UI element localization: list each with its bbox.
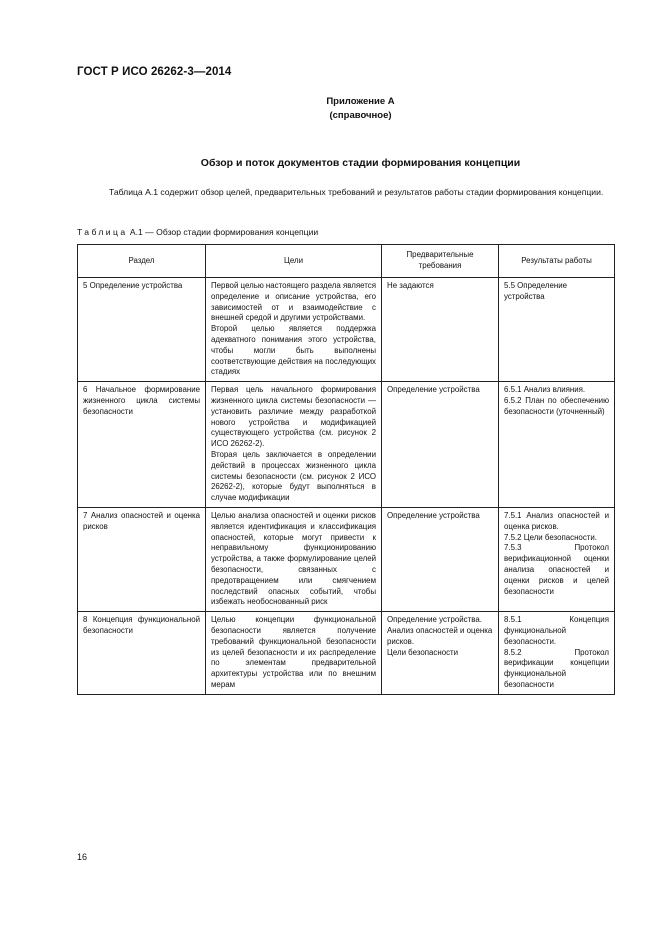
header-prerequisites: Предварительные требования (382, 245, 499, 278)
table-row (78, 278, 615, 382)
prerequisite-item: Не задаются (387, 281, 434, 290)
result-item: 6.5.1 Анализ влияния. (504, 385, 586, 395)
prerequisite-item: Анализ опасностей и оценка рисков. (387, 625, 493, 646)
table-caption-prefix: Таблица (77, 227, 128, 237)
prerequisite-item: Определение устройства. (387, 615, 482, 625)
result-item: 7.5.3 Протокол верификационной оценки анализа опасностей и оценки рисков и целей безопасности (504, 543, 609, 596)
cell-results (499, 507, 615, 611)
goal-paragraph: Первой целью настоящего раздела является определение и описание устройства, его зависимостей от и взаимодействие с внешней средой и другими устройствами. (211, 281, 376, 323)
intro-paragraph: Таблица А.1 содержит обзор целей, предварительных требований и результатов работы стадии формирования концепции. (109, 187, 604, 197)
cell-prerequisites (382, 278, 499, 382)
cell-goals (206, 382, 382, 508)
prerequisite-item: Определение устройства (387, 510, 480, 520)
result-item: 5.5 Определение устройства (504, 281, 568, 301)
cell-goals (206, 612, 382, 695)
cell-section: 5 Определение устройства (78, 278, 206, 382)
goal-paragraph: Второй целью является поддержка адекватного понимания этого устройства, чтобы могли быть выполнены соответствующие действия на последующих стадиях (211, 324, 376, 377)
document-id: ГОСТ Р ИСО 26262-3—2014 (77, 66, 232, 78)
cell-results (499, 278, 615, 382)
table-row (78, 507, 615, 611)
page-number: 16 (77, 852, 88, 862)
header-results: Результаты работы (499, 245, 615, 278)
header-goals: Цели (206, 245, 382, 278)
cell-section: 7 Анализ опасностей и оценка рисков (78, 507, 206, 611)
goal-paragraph: Вторая цель заключается в определении действий в процессах жизненного цикла системы безопасности (см. рисунок 2 ИСО 26262-2), которые будут выполняться в случае модификации (211, 449, 376, 503)
cell-prerequisites (382, 612, 499, 695)
header-section: Раздел (78, 245, 206, 278)
appendix-subtitle: (справочное) (329, 110, 392, 121)
goal-paragraph: Целью анализа опасностей и оценки рисков является идентификация и классификация опасностей, которые могут привести к неправильному функционированию устройства, а также формулирование целей безопасности, связанных с предотвращением или смягчением последствий опасных событий, чтобы избежать необоснованный риск (211, 510, 376, 607)
result-item: 7.5.2 Цели безопасности. (504, 532, 597, 542)
cell-prerequisites (382, 382, 499, 508)
cell-results (499, 612, 615, 695)
cell-results (499, 382, 615, 508)
cell-prerequisites (382, 507, 499, 611)
cell-section: 6 Начальное формирование жизненного цикла системы безопасности (78, 382, 206, 508)
prerequisite-item: Определение устройства (387, 385, 480, 395)
cell-goals (206, 278, 382, 382)
table-row (78, 612, 615, 695)
result-item: 6.5.2 План по обеспечению безопасности (уточненный) (504, 395, 609, 416)
result-item: 8.5.2 Протокол верификации концепции функциональной безопасности (504, 647, 609, 689)
table-row (78, 382, 615, 508)
appendix-title: Приложение А (326, 96, 395, 107)
table-header-row (78, 245, 615, 278)
section-heading: Обзор и поток документов стадии формирования концепции (200, 157, 521, 169)
prerequisite-item: Цели безопасности (387, 647, 459, 657)
overview-table (77, 244, 615, 695)
cell-section: 8 Концепция функциональной безопасности (78, 612, 206, 695)
result-item: 7.5.1 Анализ опасностей и оценка рисков. (504, 510, 609, 531)
table-caption-text: А.1 — Обзор стадии формирования концепции (127, 227, 319, 237)
goal-paragraph: Первая цель начального формирования жизненного цикла системы безопасности — установить различие между разработкой нового устройства и модификацией существующего устройства (см. рисунок 2 ИСО 26262-2). (211, 385, 376, 449)
goal-paragraph: Целью концепции функциональной безопасности является получение требований функциональной безопасности из целей безопасности и их распределение по элементам предварительной архитектуры устройства или по внешним мерам (211, 615, 376, 689)
result-item: 8.5.1 Концепция функциональной безопасности. (504, 615, 609, 646)
table-caption (77, 227, 318, 237)
cell-goals (206, 507, 382, 611)
